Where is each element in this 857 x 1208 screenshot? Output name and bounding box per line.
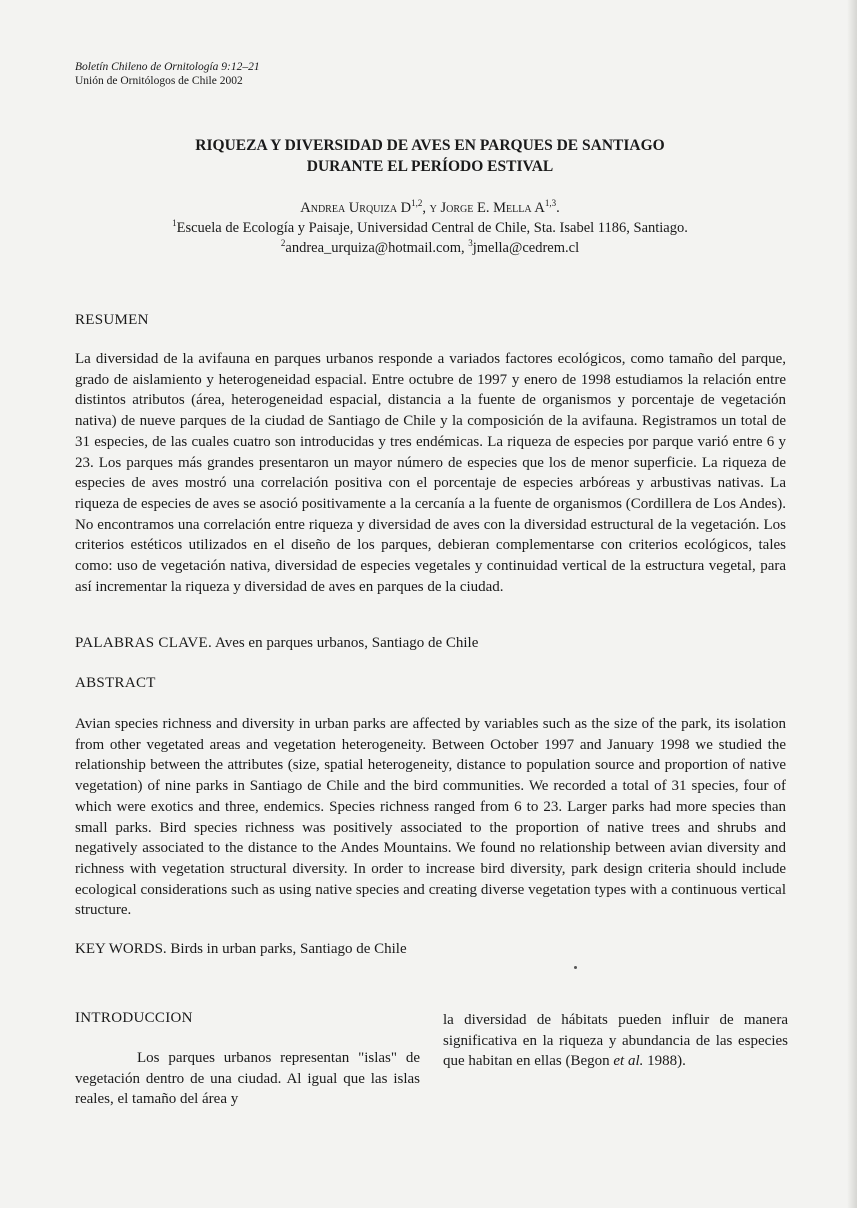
abstract-heading: ABSTRACT	[75, 675, 156, 691]
email-1: andrea_urquiza@hotmail.com,	[285, 240, 469, 256]
key-words-label: KEY WORDS.	[75, 941, 167, 957]
intro-right-etal: et al.	[613, 1053, 644, 1069]
title-line-1: RIQUEZA Y DIVERSIDAD DE AVES EN PARQUES DE SANTIAGO	[195, 137, 665, 154]
author-conj: , y	[422, 200, 441, 216]
author-block	[100, 198, 760, 258]
author-1: Andrea Urquiza D	[300, 200, 412, 216]
author-emails	[100, 238, 760, 258]
affiliation-text: Escuela de Ecología y Paisaje, Universidad Central de Chile, Sta. Isabel 1186, Santiago.	[176, 220, 688, 236]
author-end: .	[556, 200, 560, 216]
resumen-heading: RESUMEN	[75, 312, 149, 328]
palabras-clave	[75, 635, 478, 652]
page-edge-shadow	[847, 0, 857, 1208]
intro-left-column: Los parques urbanos representan "islas" de vegetación dentro de una ciudad. Al igual que las islas reales, el tamaño del área y	[75, 1050, 420, 1107]
abstract-text: Avian species richness and diversity in urban parks are affected by variables such as the size of the park, its isolation from other vegetated areas and vegetation heterogeneity. Between October 1997 and January 1998 we studied the relationship between the attributes (size, spatial heterogeneity, distance to population source and proportion of native vegetation) of nine parks in Santiago de Chile and the bird communities. We recorded a total of 31 species, four of which were exotics and three, endemics. Species richness ranged from 6 to 23. Larger parks had more species than small parks. Bird species richness was positively associated to the proportion of native trees and shrubs and negatively associated to the distance to the Andes Mountains. We found no relationship between avian diversity and richness with vegetation structural diversity. In order to increase bird diversity, park design criteria should include ecological considerations such as using native species and creating diverse vegetation types with a continuous vertical structure.	[75, 716, 786, 919]
email-2-sup: 3	[468, 238, 473, 249]
resumen-text: La diversidad de la avifauna en parques urbanos responde a variados factores ecológicos, como tamaño del parque, grado de aislamiento y heterogeneidad espacial. Entre octubre de 1997 y enero de 1998 estudiamos la relación entre distintos atributos (área, heterogeneidad espacial, distancia a la fuente de organismos y porcentaje de vegetación nativa) de nueve parques de la ciudad de Santiago de Chile y la composición de la avifauna. Registramos un total de 31 especies, de las cuales cuatro son introducidas y tres endémicas. La riqueza de especies por parque varió entre 6 y 23. Los parques más grandes presentaron un mayor número de especies que los de menor superficie. La riqueza de especies de aves mostró una correlación positiva con el porcentaje de especies arbóreas y arbustivas nativas. La riqueza de especies de aves se asoció positivamente a la cercanía a la fuente de organismos (Cordillera de Los Andes). No encontramos una correlación entre riqueza y diversidad de aves con la diversidad estructural de la vegetación. Los criterios estéticos utilizados en el diseño de los parques, debieran complementarse con criterios ecológicos, tales como: uso de vegetación nativa, diversidad de especies vegetales y continuidad vertical de la estructura vegetal, para así incrementar la riqueza y diversidad de aves en parques de la ciudad.	[75, 351, 786, 595]
key-words-text: Birds in urban parks, Santiago de Chile	[166, 941, 407, 957]
author-2-sup: 1,3	[544, 198, 557, 209]
journal-name: Boletín Chileno de Ornitología 9:12–21	[75, 61, 260, 73]
affiliation	[100, 218, 760, 238]
title-line-2: DURANTE EL PERÍODO ESTIVAL	[306, 158, 554, 175]
key-words	[75, 941, 407, 958]
email-2: jmella@cedrem.cl	[472, 240, 580, 256]
intro-right-text-a: la diversidad de hábitats pueden influir de manera significativa en la riqueza y abundancia de las especies que habitan en ellas (Begon	[443, 1012, 788, 1069]
palabras-clave-label: PALABRAS CLAVE.	[75, 635, 213, 651]
intro-heading: INTRODUCCION	[75, 1010, 193, 1026]
author-2: Jorge E. Mella A	[440, 200, 545, 216]
author-1-sup: 1,2	[411, 198, 423, 209]
author-names	[100, 198, 760, 218]
affiliation-sup: 1	[172, 218, 177, 229]
intro-right-column	[443, 1010, 788, 1072]
journal-citation	[75, 60, 260, 88]
journal-publisher: Unión de Ornitólogos de Chile 2002	[75, 75, 243, 87]
email-1-sup: 2	[280, 238, 286, 249]
palabras-clave-text: Aves en parques urbanos, Santiago de Chile	[212, 635, 479, 651]
speck-mark	[574, 966, 577, 969]
intro-right-text-b: 1988).	[643, 1053, 686, 1069]
article-title	[100, 135, 760, 177]
